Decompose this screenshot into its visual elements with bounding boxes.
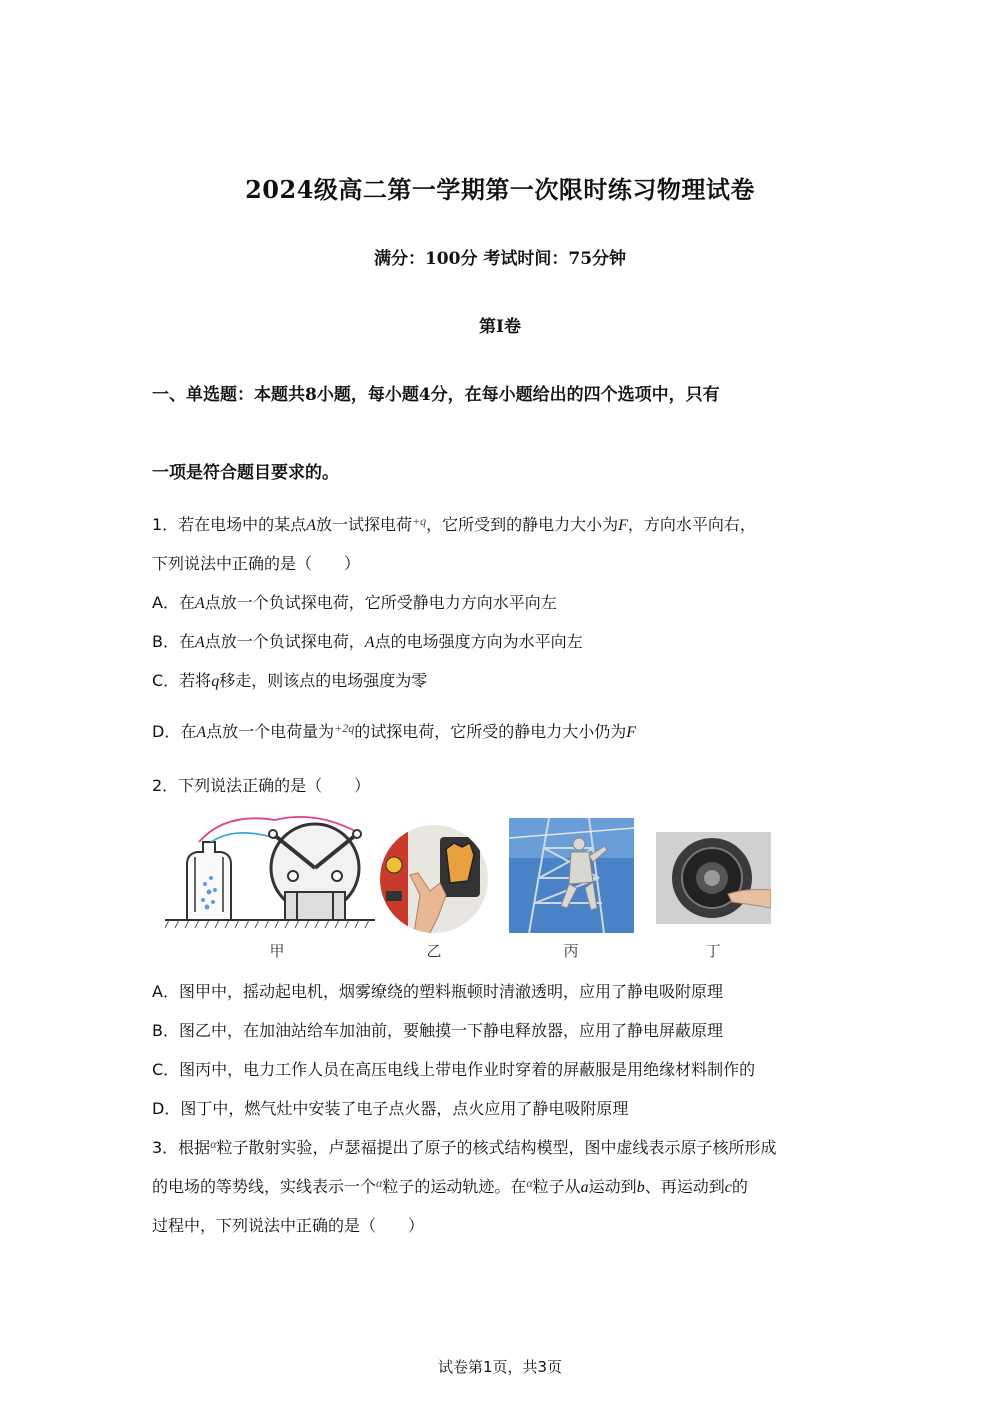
text: 点放一个负试探电荷，它所受静电力方向水平向左: [204, 593, 557, 612]
q1-stem-line2: 下列说法中正确的是（ ）: [152, 554, 361, 573]
formula-plus-2q: +2q: [334, 721, 355, 735]
symbol-alpha: α: [210, 1137, 217, 1151]
formula-plus-q: +q: [411, 514, 427, 528]
figure-label-ding: 丁: [705, 942, 721, 960]
figure-jia-electrostatic-generator: [165, 812, 375, 934]
var-A: A: [196, 724, 207, 741]
var-c: c: [724, 1179, 732, 1196]
symbol-alpha: α: [376, 1176, 383, 1190]
q1-option-d: [152, 719, 636, 742]
text: 的电场的等势线，实线表示一个: [152, 1177, 377, 1196]
text: 的: [731, 1177, 748, 1196]
q2-option-d: D．图丁中，燃气灶中安装了电子点火器，点火应用了静电吸附原理: [152, 1099, 629, 1118]
q1-option-a: [152, 590, 557, 613]
text: A．在: [152, 593, 195, 612]
text: 、再运动到: [644, 1177, 725, 1196]
page-footer: 试卷第1页，共3页: [437, 1358, 563, 1376]
var-F: F: [618, 517, 628, 534]
var-A: A: [306, 517, 316, 534]
text: 移走，则该点的电场强度为零: [219, 671, 428, 690]
q2-option-b: B．图乙中，在加油站给车加油前，要触摸一下静电释放器，应用了静电屏蔽原理: [152, 1021, 723, 1040]
figure-ding-gas-stove-igniter: [656, 832, 771, 924]
q2-option-a: A．图甲中，摇动起电机，烟雾缭绕的塑料瓶顿时清澈透明，应用了静电吸附原理: [152, 982, 723, 1001]
text: B．在: [152, 632, 195, 651]
text: 点放一个电荷量为: [206, 722, 335, 741]
exam-subtitle: 满分：100分 考试时间：75分钟: [373, 249, 627, 269]
text: 运动到: [588, 1177, 637, 1196]
text: ，它所受到的静电力大小为: [426, 515, 619, 534]
var-F: F: [626, 724, 637, 741]
figure-label-bing: 丙: [563, 942, 579, 960]
q1-option-c: [152, 668, 427, 691]
text: D．在: [152, 722, 197, 741]
text: C．若将: [152, 671, 212, 690]
exam-title: 2024级高二第一学期第一次限时练习物理试卷: [245, 175, 755, 204]
section-heading-line2: 一项是符合题目要求的。: [152, 463, 339, 483]
text: ，方向水平向右，: [627, 515, 756, 534]
q3-stem-line3: 过程中，下列说法中正确的是（ ）: [152, 1216, 425, 1235]
var-A: A: [364, 634, 375, 651]
figure-yi-static-discharge-pad: [380, 825, 488, 933]
figure-label-jia: 甲: [269, 942, 285, 960]
text: 放一试探电荷: [315, 515, 412, 534]
text: 1．若在电场中的某点: [152, 515, 307, 534]
text: 的试探电荷，它所受的静电力大小仍为: [354, 722, 627, 741]
var-q: q: [211, 673, 220, 690]
q2-stem: 2．下列说法正确的是（ ）: [152, 776, 371, 795]
symbol-alpha: α: [526, 1176, 533, 1190]
figure-bing-power-worker: [509, 818, 634, 933]
q3-stem-line2: [152, 1174, 748, 1197]
var-b: b: [636, 1179, 645, 1196]
q2-option-c: C．图丙中，电力工作人员在高压电线上带电作业时穿着的屏蔽服是用绝缘材料制作的: [152, 1060, 756, 1079]
text: 粒子的运动轨迹。在: [382, 1177, 527, 1196]
text: 3．根据: [152, 1138, 211, 1157]
q1-option-b: [152, 629, 583, 652]
var-A: A: [194, 634, 205, 651]
var-a: a: [580, 1179, 589, 1196]
text: 点的电场强度方向为水平向左: [374, 632, 583, 651]
text: 粒子散射实验，卢瑟福提出了原子的核式结构模型，图中虚线表示原子核所形成: [216, 1138, 777, 1157]
section-heading-line1: 一、单选题：本题共8小题，每小题4分，在每小题给出的四个选项中，只有: [152, 385, 720, 405]
q1-stem-line1: [152, 512, 756, 535]
q3-stem-line1: [152, 1135, 777, 1158]
var-A: A: [194, 595, 205, 612]
figure-label-yi: 乙: [426, 942, 442, 960]
volume-heading: 第Ⅰ卷: [479, 317, 521, 337]
text: 粒子从: [532, 1177, 581, 1196]
text: 点放一个负试探电荷，: [204, 632, 365, 651]
